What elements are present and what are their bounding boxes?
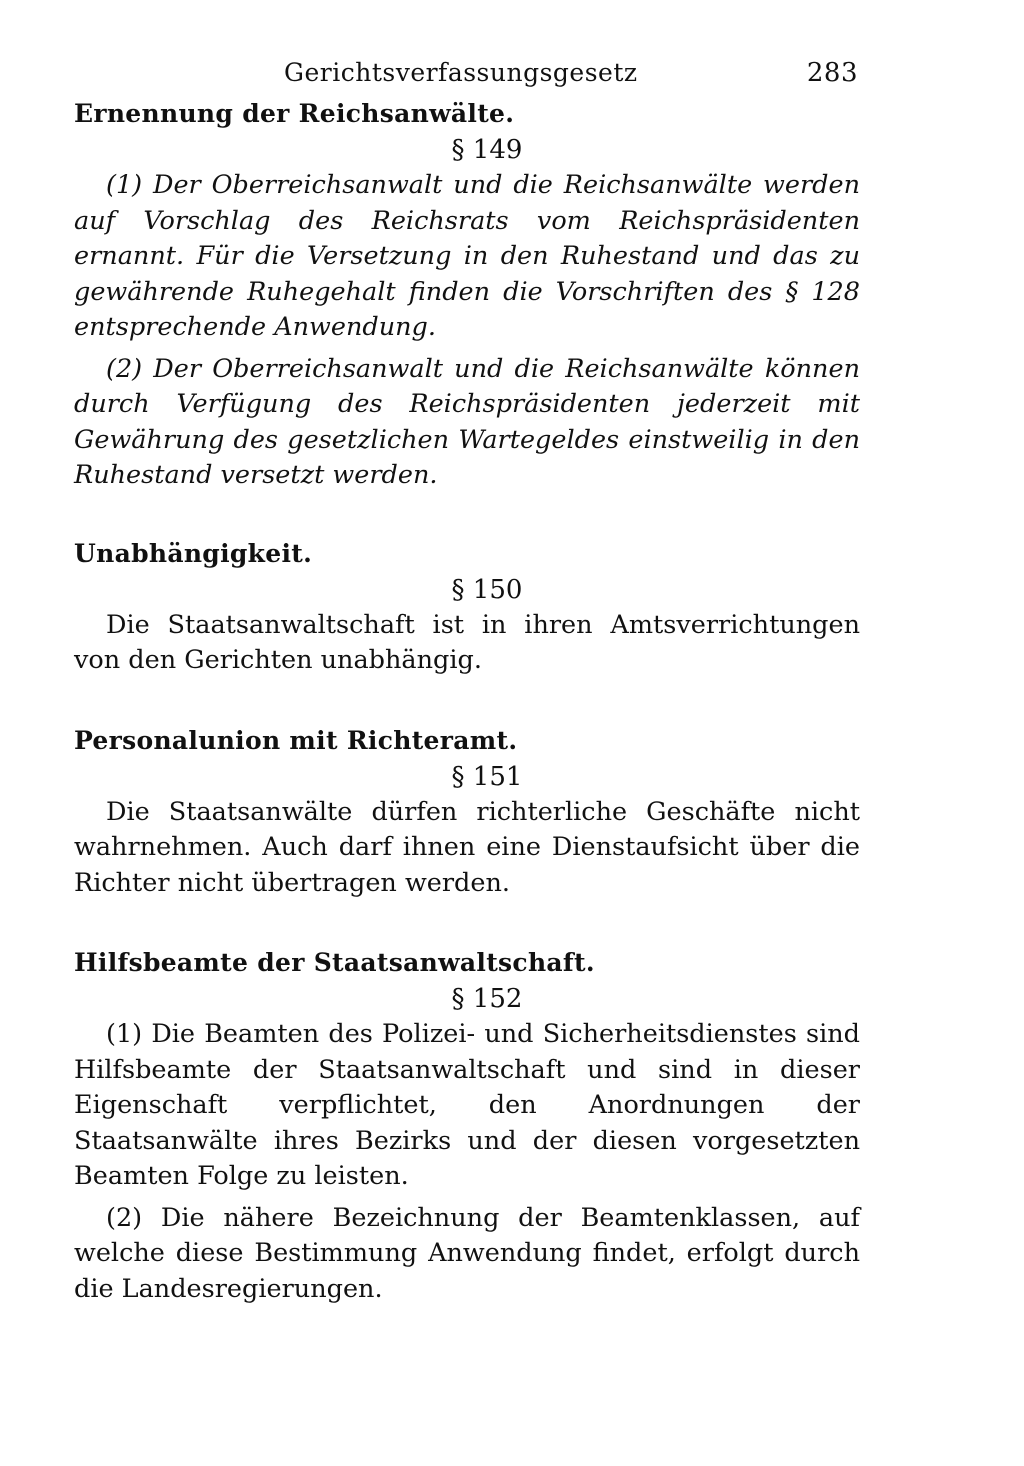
document-page <box>74 52 860 1313</box>
section-heading: Ernennung der Reichsanwälte. <box>74 99 515 128</box>
section-heading: Unabhängigkeit. <box>74 538 313 568</box>
section-152 <box>74 945 860 1307</box>
subparagraph-1: (1) Der Oberreichsanwalt und die Reichsanwälte werden auf Vorschlag des Reichsrats vom Reichspräsidenten ernannt. Für die Versetzung in den Ruhestand und das zu gewährende Ruhegehalt finden die Vorschriften des § 128 entsprechende Anwendung. <box>74 170 860 342</box>
running-title: Gerichtsverfassungsgesetz <box>284 58 638 87</box>
paragraph-text: Die Staatsanwälte dürfen richterliche Geschäfte nicht wahrnehmen. Auch darf ihnen eine Dienstaufsicht über die Richter nicht übertragen werden. <box>74 796 860 898</box>
paragraph-text: Die Staatsanwaltschaft ist in ihren Amtsverrichtungen von den Gerichten unabhängig. <box>74 609 860 675</box>
subparagraph-1: (1) Die Beamten des Polizei- und Sicherheitsdienstes sind Hilfsbeamte der Staatsanwaltschaft und sind in dieser Eigenschaft verpflichtet, den Anordnungen der Staatsanwälte ihres Bezirks und der diesen vorgesetzten Beamten Folge zu leisten. <box>74 1019 860 1191</box>
paragraph-number: § 152 <box>451 984 523 1014</box>
subparagraph-2: (2) Der Oberreichsanwalt und die Reichsanwälte können durch Verfügung des Reichspräsidenten jederzeit mit Gewährung des gesetzlichen Wartegeldes einstweilig in den Ruhestand versetzt werden. <box>74 353 860 490</box>
page-number: 283 <box>806 58 858 88</box>
section-150 <box>74 536 860 679</box>
paragraph-number: § 149 <box>451 135 523 165</box>
section-149 <box>74 96 860 494</box>
section-151 <box>74 723 860 902</box>
paragraph-number: § 151 <box>451 761 523 792</box>
subparagraph-2: (2) Die nähere Bezeichnung der Beamtenklassen, auf welche diese Bestimmung Anwendung findet, erfolgt durch die Landesregierungen. <box>74 1202 860 1304</box>
section-heading: Hilfsbeamte der Staatsanwaltschaft. <box>74 948 595 977</box>
running-head <box>74 52 860 96</box>
paragraph-number: § 150 <box>451 574 523 605</box>
section-heading: Personalunion mit Richteramt. <box>74 725 518 755</box>
